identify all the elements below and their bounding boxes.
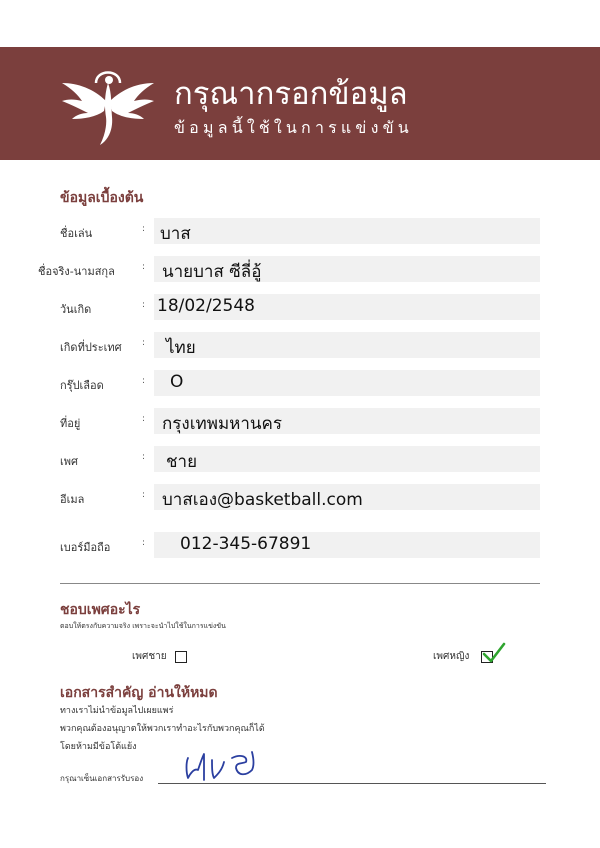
preference-note: ตอบให้ตรงกับความจริง เพราะจะนำไปใช้ในการแข่งขัน (60, 622, 226, 630)
field-colon: : (142, 338, 146, 348)
field-value: นายบาส ซีลี่อู้ (162, 262, 262, 282)
document-line: โดยห้ามมีข้อโต้แย้ง (60, 742, 137, 752)
section-title-preference: ชอบเพศอะไร (60, 602, 141, 618)
field-row-gender (0, 446, 600, 472)
field-row-email (0, 484, 600, 510)
field-colon: : (142, 538, 146, 548)
email-field[interactable] (154, 484, 540, 510)
signature-image[interactable] (182, 748, 262, 784)
checkmark-icon (482, 641, 506, 665)
section-title-documents: เอกสารสำคัญ อ่านให้หมด (60, 685, 218, 701)
bloodtype-field[interactable] (154, 370, 540, 396)
field-value: 18/02/2548 (157, 296, 255, 316)
field-value: O (170, 372, 184, 392)
field-value: กรุงเทพมหานคร (162, 414, 283, 434)
field-value: ชาย (166, 452, 198, 472)
field-row-nickname (0, 218, 600, 244)
phone-field[interactable] (154, 532, 540, 558)
field-row-birthdate (0, 294, 600, 320)
field-label: ชื่อจริง-นามสกุล (38, 265, 115, 278)
form-subtitle: ข้อมูลนี้ใช้ในการแข่งขัน (174, 118, 413, 137)
male-checkbox[interactable] (175, 651, 187, 663)
field-value: บาสเอง@basketball.com (162, 490, 363, 510)
fullname-field[interactable] (154, 256, 540, 282)
document-line: พวกคุณต้องอนุญาตให้พวกเราทำอะไรกับพวกคุณก็ได้ (60, 724, 265, 734)
field-row-phone (0, 532, 600, 558)
field-label: ชื่อเล่น (60, 227, 93, 240)
field-colon: : (142, 376, 146, 386)
field-colon: : (142, 300, 146, 310)
field-colon: : (142, 262, 146, 272)
field-row-address (0, 408, 600, 434)
section-title-basic: ข้อมูลเบื้องต้น (60, 190, 144, 206)
signature-label: กรุณาเซ็นเอกสารรับรอง (60, 774, 144, 783)
field-colon: : (142, 452, 146, 462)
document-line: ทางเราไม่นำข้อมูลไปเผยแพร่ (60, 706, 174, 716)
field-colon: : (142, 224, 146, 234)
field-colon: : (142, 414, 146, 424)
field-value: บาส (160, 224, 191, 244)
field-colon: : (142, 490, 146, 500)
field-label: เกิดที่ประเทศ (60, 341, 122, 354)
field-value: ไทย (166, 338, 196, 358)
phoenix-logo-icon (58, 61, 158, 149)
birthdate-field[interactable] (154, 294, 540, 320)
field-label: ที่อยู่ (60, 417, 81, 430)
option-label-female: เพศหญิง (433, 651, 470, 662)
field-value: 012-345-67891 (180, 534, 312, 554)
nickname-field[interactable] (154, 218, 540, 244)
country-field[interactable] (154, 332, 540, 358)
form-title: กรุณากรอกข้อมูล (174, 76, 408, 112)
field-label: วันเกิด (60, 303, 92, 316)
option-label-male: เพศชาย (132, 651, 167, 662)
field-label: อีเมล (60, 493, 85, 506)
field-row-country (0, 332, 600, 358)
field-label: กรุ๊ปเลือด (60, 379, 104, 392)
address-field[interactable] (154, 408, 540, 434)
field-row-bloodtype (0, 370, 600, 396)
header-banner (0, 47, 600, 160)
gender-field[interactable] (154, 446, 540, 472)
field-label: เบอร์มือถือ (60, 541, 111, 554)
section-divider (60, 583, 540, 584)
field-label: เพศ (60, 455, 78, 468)
field-row-fullname (0, 256, 600, 282)
